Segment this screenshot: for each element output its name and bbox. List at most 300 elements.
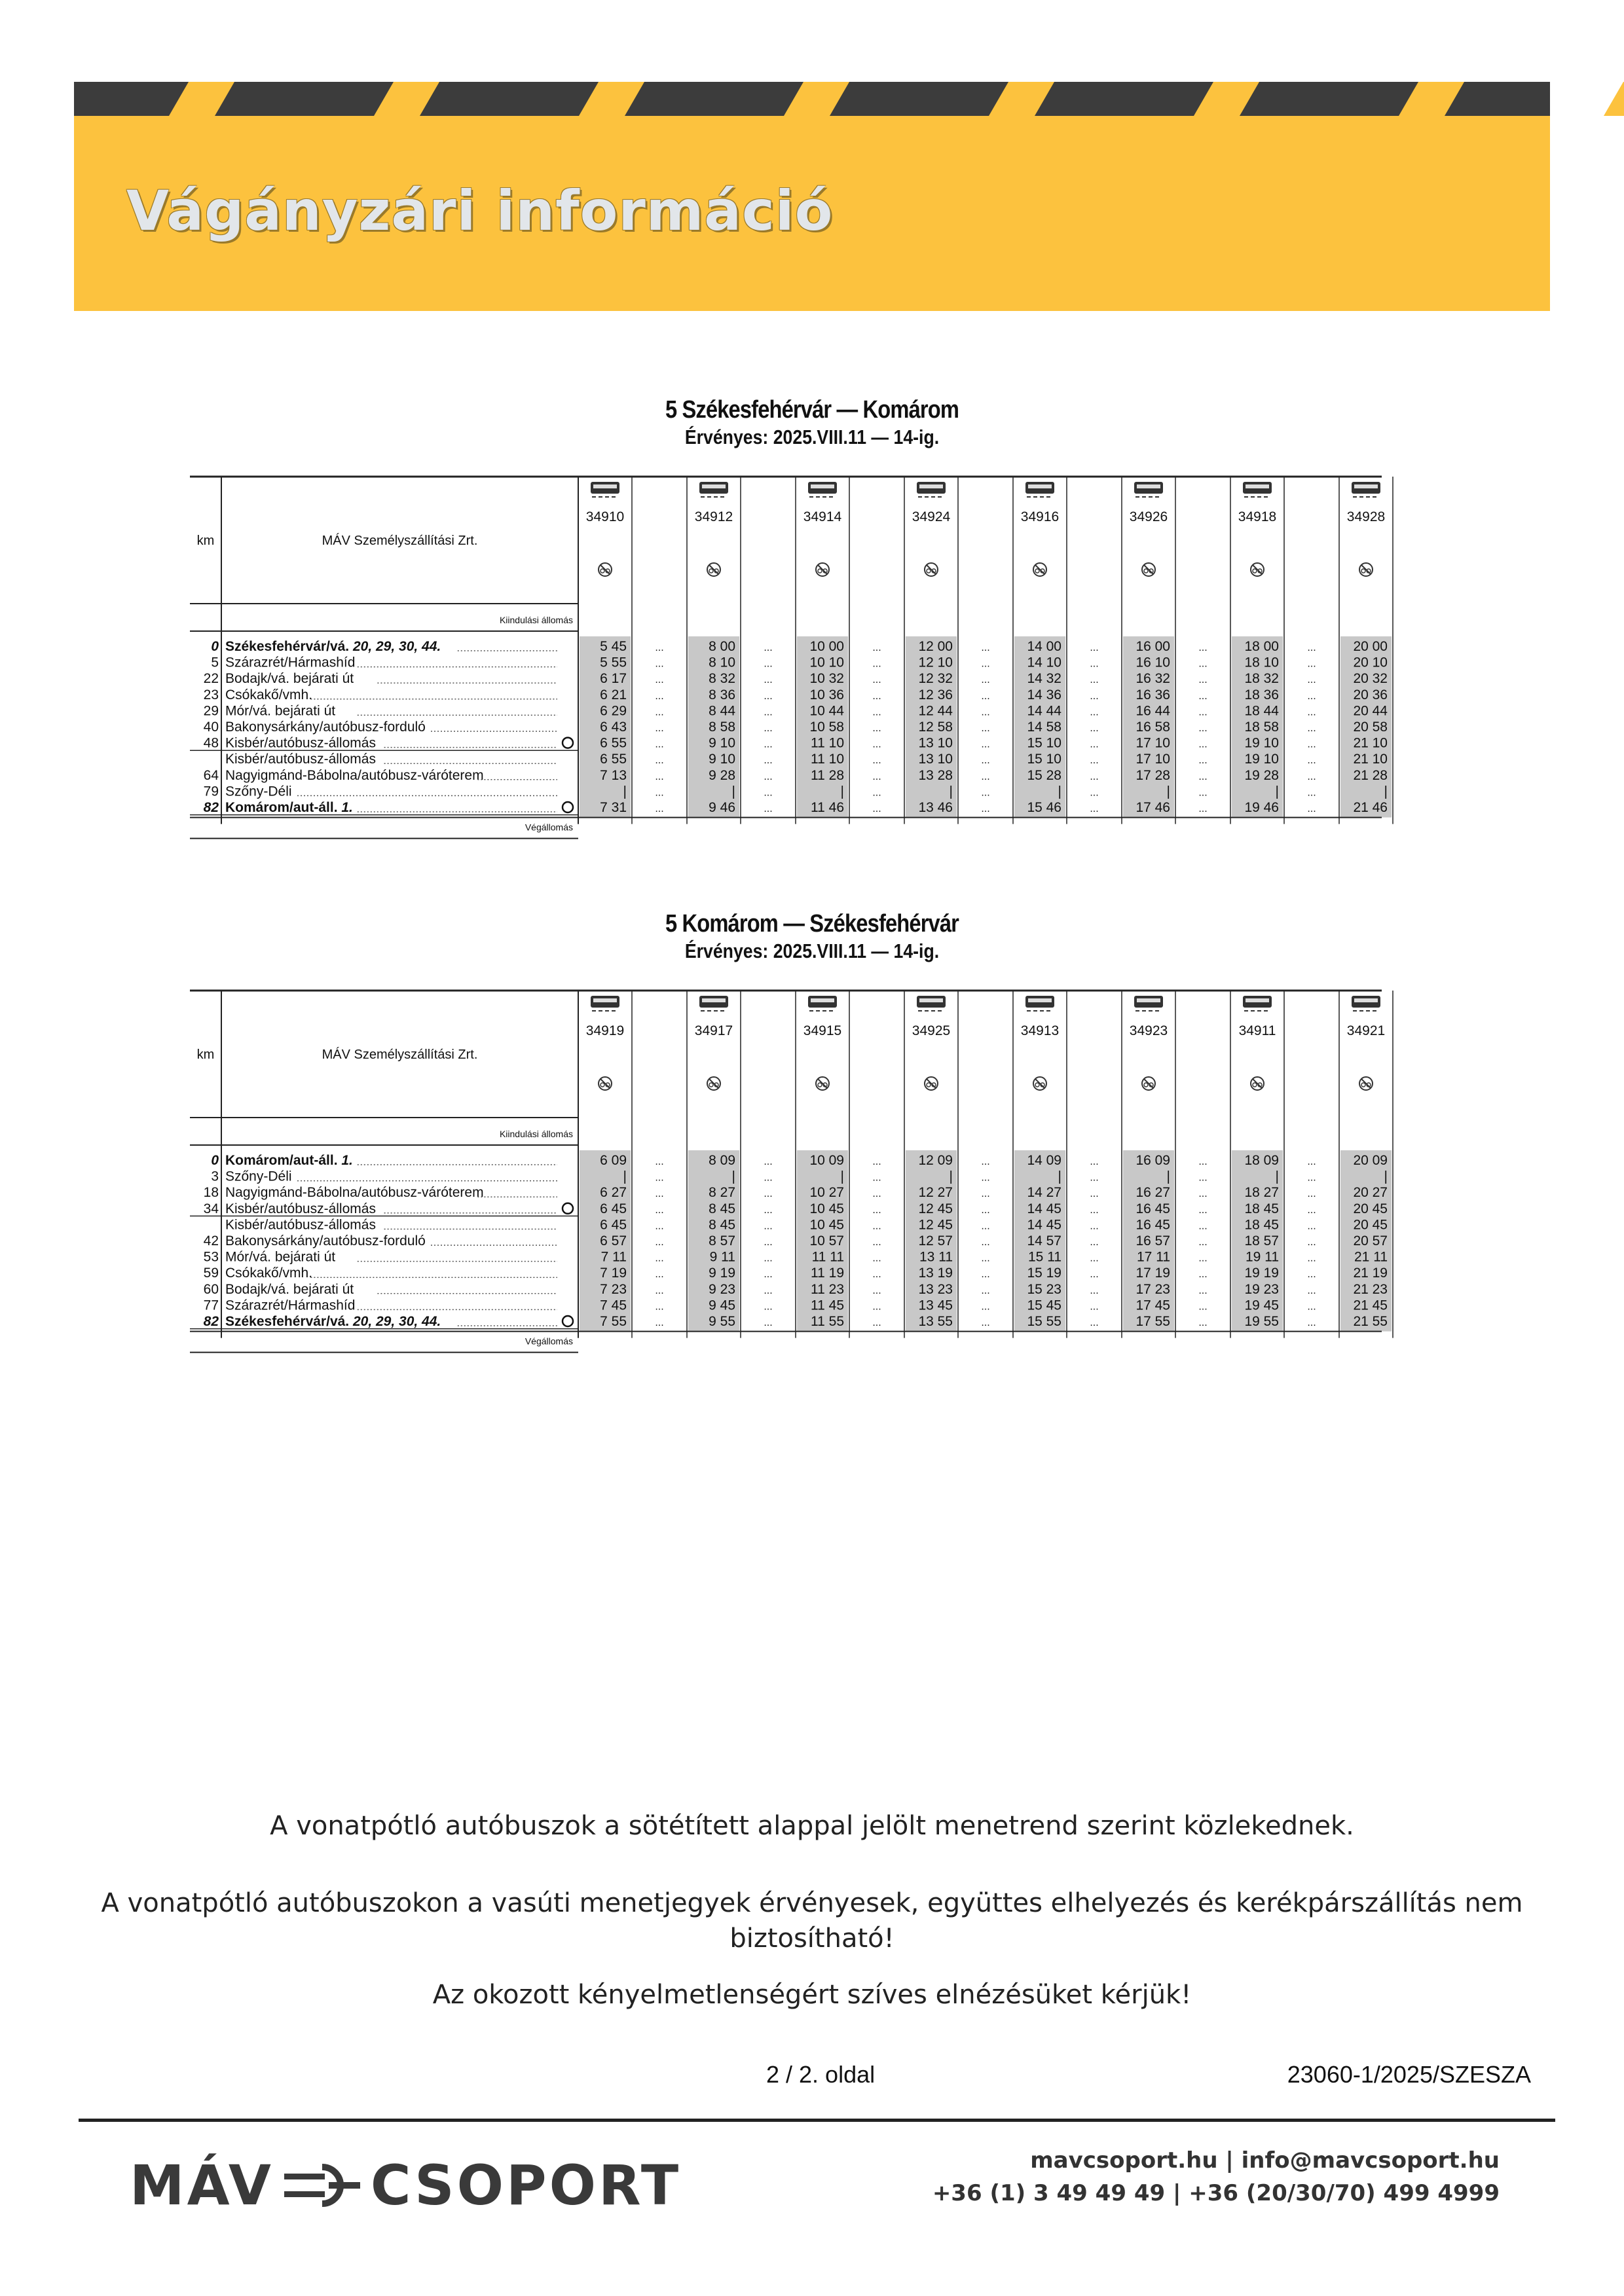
departure-time: 8 57 bbox=[709, 1233, 735, 1248]
filler-dots: ... bbox=[1090, 755, 1099, 767]
departure-time: 17 55 bbox=[1135, 1314, 1170, 1329]
filler-dots: ... bbox=[981, 723, 990, 734]
departure-time: 17 46 bbox=[1135, 800, 1170, 815]
departure-time: 20 45 bbox=[1353, 1217, 1388, 1233]
filler-dots: ... bbox=[1307, 1252, 1316, 1264]
filler-dots: ... bbox=[1090, 706, 1099, 718]
departure-time: 15 45 bbox=[1027, 1298, 1061, 1313]
filler-dots: ... bbox=[872, 771, 881, 782]
departure-time: 17 19 bbox=[1135, 1266, 1170, 1281]
departure-time: 16 27 bbox=[1135, 1185, 1170, 1201]
departure-time: 8 00 bbox=[709, 639, 735, 654]
station-name: Kisbér/autóbusz-állomás bbox=[225, 1201, 376, 1216]
departure-time: 21 23 bbox=[1353, 1281, 1388, 1297]
departure-time: 6 45 bbox=[600, 1201, 627, 1216]
departure-time: 9 28 bbox=[709, 767, 735, 783]
station-name: Csókakő/vmh. bbox=[225, 687, 313, 702]
filler-dots: ... bbox=[1307, 738, 1316, 750]
departure-time: 9 10 bbox=[709, 735, 735, 751]
departure-time: 18 32 bbox=[1244, 671, 1279, 687]
departure-time: 15 11 bbox=[1028, 1249, 1061, 1265]
timetable-2-title: 5 Komárom — Székesfehérvár bbox=[665, 910, 959, 938]
departure-time: 11 10 bbox=[811, 752, 844, 767]
station-name: Nagyigmánd-Bábolna/autóbusz-váróterem bbox=[225, 1185, 484, 1201]
departure-time: 6 29 bbox=[600, 703, 627, 719]
train-number: 34912 bbox=[694, 509, 733, 524]
filler-dots: ... bbox=[655, 803, 664, 814]
filler-dots: ... bbox=[764, 658, 773, 670]
departure-time: 19 55 bbox=[1244, 1314, 1279, 1329]
departure-time: 9 10 bbox=[709, 752, 735, 767]
departure-time: 7 19 bbox=[600, 1266, 627, 1281]
bus-icon bbox=[808, 482, 837, 497]
departure-time: 14 44 bbox=[1027, 703, 1061, 719]
filler-dots: ... bbox=[981, 1252, 990, 1264]
filler-dots: ... bbox=[764, 1156, 773, 1167]
departure-time: 6 43 bbox=[600, 720, 627, 735]
station-km: 60 bbox=[203, 1281, 219, 1297]
filler-dots: ... bbox=[764, 1301, 773, 1313]
filler-dots: ... bbox=[1307, 1285, 1316, 1296]
bus-icon bbox=[1025, 482, 1054, 497]
departure-time: | bbox=[731, 1169, 735, 1184]
filler-dots: ... bbox=[1307, 723, 1316, 734]
filler-dots: ... bbox=[764, 1252, 773, 1264]
departure-time: 13 55 bbox=[918, 1314, 953, 1329]
filler-dots: ... bbox=[1307, 1172, 1316, 1184]
filler-dots: ... bbox=[764, 706, 773, 718]
filler-dots: ... bbox=[872, 658, 881, 670]
filler-dots: ... bbox=[1307, 1204, 1316, 1216]
train-number: 34921 bbox=[1346, 1023, 1386, 1038]
station-km: 5 bbox=[211, 655, 219, 670]
filler-dots: ... bbox=[872, 1172, 881, 1184]
departure-time: 13 10 bbox=[918, 752, 953, 767]
departure-time: 21 10 bbox=[1353, 735, 1388, 751]
departure-time: 11 11 bbox=[811, 1249, 844, 1265]
filler-dots: ... bbox=[1090, 1204, 1099, 1216]
train-number: 34914 bbox=[803, 509, 842, 524]
departure-time: 20 00 bbox=[1353, 639, 1388, 654]
departure-time: 13 23 bbox=[918, 1281, 953, 1297]
station-name: Szárazrét/Hármashíd bbox=[225, 1298, 356, 1313]
filler-dots: ... bbox=[1307, 1188, 1316, 1200]
departure-time: 7 11 bbox=[600, 1249, 627, 1265]
filler-dots: ... bbox=[1198, 1188, 1208, 1200]
filler-dots: ... bbox=[1198, 1301, 1208, 1313]
filler-dots: ... bbox=[764, 1285, 773, 1296]
filler-dots: ... bbox=[1090, 1317, 1099, 1328]
filler-dots: ... bbox=[764, 1204, 773, 1216]
departure-time: 10 10 bbox=[809, 655, 844, 670]
departure-time: 9 46 bbox=[709, 800, 735, 815]
filler-dots: ... bbox=[764, 690, 773, 702]
timetable-1-title: 5 Székesfehérvár — Komárom bbox=[665, 396, 959, 424]
departure-time: 21 46 bbox=[1353, 800, 1388, 815]
departure-time: 12 00 bbox=[918, 639, 953, 654]
logo-left-word: MÁV bbox=[130, 2153, 274, 2217]
station-name: Kisbér/autóbusz-állomás bbox=[225, 735, 376, 751]
departure-time: 15 28 bbox=[1027, 767, 1061, 783]
filler-dots: ... bbox=[1198, 658, 1208, 670]
filler-dots: ... bbox=[655, 1237, 664, 1248]
departure-time: 10 45 bbox=[809, 1201, 844, 1216]
arrival-label: Végállomás bbox=[525, 1336, 573, 1347]
bus-icon bbox=[917, 482, 946, 497]
filler-dots: ... bbox=[1307, 787, 1316, 799]
filler-dots: ... bbox=[1198, 1220, 1208, 1232]
operator-header: MÁV Személyszállítási Zrt. bbox=[322, 1048, 478, 1062]
filler-dots: ... bbox=[872, 1285, 881, 1296]
train-number: 34919 bbox=[585, 1023, 625, 1038]
departure-time: 14 45 bbox=[1027, 1201, 1061, 1216]
no-bicycle-icon bbox=[1033, 563, 1046, 576]
filler-dots: ... bbox=[764, 674, 773, 686]
filler-dots: ... bbox=[872, 1204, 881, 1216]
filler-dots: ... bbox=[872, 723, 881, 734]
train-number: 34917 bbox=[694, 1023, 733, 1038]
mav-csoport-logo bbox=[130, 2146, 681, 2225]
filler-dots: ... bbox=[872, 755, 881, 767]
departure-time: 8 58 bbox=[709, 720, 735, 735]
station-name: Bodajk/vá. bejárati út bbox=[225, 1281, 354, 1297]
departure-time: 16 00 bbox=[1135, 639, 1170, 654]
notice-dark-background: A vonatpótló autóbuszok a sötétített alappal jelölt menetrend szerint közlekednek. bbox=[270, 1811, 1354, 1841]
departure-time: 8 36 bbox=[709, 687, 735, 702]
banner bbox=[74, 82, 1550, 311]
departure-time: 10 00 bbox=[809, 639, 844, 654]
filler-dots: ... bbox=[655, 642, 664, 653]
timetable-2 bbox=[190, 985, 1388, 1372]
filler-dots: ... bbox=[981, 1317, 990, 1328]
departure-time: 10 36 bbox=[809, 687, 844, 702]
departure-time: 17 10 bbox=[1135, 752, 1170, 767]
departure-time: 12 36 bbox=[918, 687, 953, 702]
departure-time: 7 45 bbox=[600, 1298, 627, 1313]
filler-dots: ... bbox=[1198, 1269, 1208, 1281]
departure-time: 16 58 bbox=[1135, 720, 1170, 735]
filler-dots: ... bbox=[1090, 771, 1099, 782]
departure-time: 11 45 bbox=[811, 1298, 844, 1313]
filler-dots: ... bbox=[655, 1156, 664, 1167]
departure-time: 6 09 bbox=[600, 1153, 627, 1168]
filler-dots: ... bbox=[764, 1172, 773, 1184]
departure-label: Kiindulási állomás bbox=[499, 1129, 573, 1139]
departure-time: 18 09 bbox=[1244, 1153, 1279, 1168]
departure-time: 16 44 bbox=[1135, 703, 1170, 719]
filler-dots: ... bbox=[655, 1204, 664, 1216]
bus-icon bbox=[1352, 482, 1380, 497]
filler-dots: ... bbox=[1307, 706, 1316, 718]
departure-time: 20 57 bbox=[1353, 1233, 1388, 1248]
no-bicycle-icon bbox=[1359, 563, 1373, 576]
filler-dots: ... bbox=[872, 1237, 881, 1248]
filler-dots: ... bbox=[981, 1220, 990, 1232]
filler-dots: ... bbox=[872, 1317, 881, 1328]
filler-dots: ... bbox=[655, 1188, 664, 1200]
km-header: km bbox=[196, 1048, 215, 1062]
filler-dots: ... bbox=[981, 706, 990, 718]
filler-dots: ... bbox=[655, 1317, 664, 1328]
bus-icon bbox=[1243, 996, 1272, 1011]
km-header: km bbox=[196, 534, 215, 548]
filler-dots: ... bbox=[1307, 1301, 1316, 1313]
departure-time: 14 32 bbox=[1027, 671, 1061, 687]
departure-time: 14 00 bbox=[1027, 639, 1061, 654]
departure-time: 15 10 bbox=[1027, 752, 1061, 767]
filler-dots: ... bbox=[872, 803, 881, 814]
station-name: Csókakő/vmh. bbox=[225, 1266, 313, 1281]
no-bicycle-icon bbox=[816, 563, 829, 576]
departure-time: | bbox=[731, 784, 735, 799]
departure-time: 19 23 bbox=[1244, 1281, 1279, 1297]
no-bicycle-icon bbox=[925, 563, 938, 576]
departure-time: | bbox=[949, 784, 953, 799]
departure-time: 14 45 bbox=[1027, 1217, 1061, 1233]
train-number: 34911 bbox=[1238, 1023, 1276, 1038]
station-name: Kisbér/autóbusz-állomás bbox=[225, 752, 376, 767]
station-km: 0 bbox=[211, 1153, 219, 1168]
departure-time: 15 19 bbox=[1027, 1266, 1061, 1281]
filler-dots: ... bbox=[655, 1285, 664, 1296]
filler-dots: ... bbox=[981, 755, 990, 767]
filler-dots: ... bbox=[655, 706, 664, 718]
departure-time: 20 44 bbox=[1353, 703, 1388, 719]
filler-dots: ... bbox=[655, 690, 664, 702]
departure-time: 12 10 bbox=[918, 655, 953, 670]
filler-dots: ... bbox=[872, 1252, 881, 1264]
departure-time: 20 27 bbox=[1353, 1185, 1388, 1201]
station-name: Székesfehérvár/vá. 20, 29, 30, 44. bbox=[225, 639, 441, 654]
logo-right-word: CSOPORT bbox=[370, 2153, 682, 2217]
station-name: Bakonysárkány/autóbusz-forduló bbox=[225, 720, 426, 735]
departure-time: 13 10 bbox=[918, 735, 953, 751]
filler-dots: ... bbox=[1198, 690, 1208, 702]
filler-dots: ... bbox=[1198, 803, 1208, 814]
departure-time: 9 19 bbox=[709, 1266, 735, 1281]
departure-time: 15 55 bbox=[1027, 1314, 1061, 1329]
station-name: Komárom/aut-áll. 1. bbox=[225, 800, 353, 815]
departure-label: Kiindulási állomás bbox=[499, 615, 573, 625]
filler-dots: ... bbox=[981, 1301, 990, 1313]
filler-dots: ... bbox=[1198, 1237, 1208, 1248]
departure-time: 6 17 bbox=[600, 671, 627, 687]
departure-time: 8 27 bbox=[709, 1185, 735, 1201]
filler-dots: ... bbox=[655, 738, 664, 750]
station-km: 23 bbox=[203, 687, 219, 702]
departure-time: 7 13 bbox=[600, 767, 627, 783]
timetable-2-header bbox=[0, 910, 1624, 963]
filler-dots: ... bbox=[1090, 658, 1099, 670]
departure-time: 6 55 bbox=[600, 735, 627, 751]
departure-time: 20 32 bbox=[1353, 671, 1388, 687]
notice-tickets: A vonatpótló autóbuszokon a vasúti menetjegyek érvényesek, együttes elhelyezés és kerékpárszállítás nem biztosítható! bbox=[101, 1888, 1523, 1954]
filler-dots: ... bbox=[1090, 803, 1099, 814]
bus-icon bbox=[917, 996, 946, 1011]
departure-time: 20 10 bbox=[1353, 655, 1388, 670]
departure-time: 9 55 bbox=[709, 1314, 735, 1329]
station-km: 42 bbox=[203, 1233, 219, 1248]
bus-icon bbox=[699, 996, 728, 1011]
station-km: 40 bbox=[203, 720, 219, 735]
departure-time: 12 32 bbox=[918, 671, 953, 687]
departure-time: 9 45 bbox=[709, 1298, 735, 1313]
filler-dots: ... bbox=[981, 1204, 990, 1216]
filler-dots: ... bbox=[1198, 1172, 1208, 1184]
filler-dots: ... bbox=[655, 674, 664, 686]
departure-time: 16 57 bbox=[1135, 1233, 1170, 1248]
departure-time: 19 10 bbox=[1244, 752, 1279, 767]
departure-time: 11 23 bbox=[811, 1281, 844, 1297]
station-km: 82 bbox=[203, 800, 219, 815]
departure-time: 20 45 bbox=[1353, 1201, 1388, 1216]
station-km: 0 bbox=[211, 639, 219, 654]
departure-time: | bbox=[1384, 1169, 1388, 1184]
train-number: 34918 bbox=[1238, 509, 1277, 524]
station-km: 82 bbox=[203, 1314, 219, 1329]
departure-time: 10 58 bbox=[809, 720, 844, 735]
departure-time: 15 23 bbox=[1027, 1281, 1061, 1297]
departure-time: 14 58 bbox=[1027, 720, 1061, 735]
timetable-2-validity: Érvényes: 2025.VIII.11 — 14-ig. bbox=[684, 939, 940, 962]
filler-dots: ... bbox=[1307, 674, 1316, 686]
filler-dots: ... bbox=[872, 690, 881, 702]
departure-time: 15 46 bbox=[1027, 800, 1061, 815]
filler-dots: ... bbox=[1307, 1156, 1316, 1167]
station-km: 29 bbox=[203, 703, 219, 719]
departure-time: 19 10 bbox=[1244, 735, 1279, 751]
departure-time: 8 44 bbox=[709, 703, 735, 719]
departure-time: 11 55 bbox=[811, 1314, 844, 1329]
filler-dots: ... bbox=[1090, 1156, 1099, 1167]
departure-time: 14 36 bbox=[1027, 687, 1061, 702]
departure-time: 18 44 bbox=[1244, 703, 1279, 719]
station-name: Székesfehérvár/vá. 20, 29, 30, 44. bbox=[225, 1314, 441, 1329]
departure-time: 20 09 bbox=[1353, 1153, 1388, 1168]
filler-dots: ... bbox=[1090, 723, 1099, 734]
station-name: Komárom/aut-áll. 1. bbox=[225, 1153, 353, 1168]
station-km: 59 bbox=[203, 1266, 219, 1281]
departure-time: 19 28 bbox=[1244, 767, 1279, 783]
filler-dots: ... bbox=[1090, 690, 1099, 702]
station-km: 79 bbox=[203, 784, 219, 799]
station-km: 48 bbox=[203, 735, 219, 751]
transfer-circle-icon bbox=[563, 1203, 573, 1214]
filler-dots: ... bbox=[1198, 738, 1208, 750]
departure-time: 13 46 bbox=[918, 800, 953, 815]
filler-dots: ... bbox=[764, 803, 773, 814]
filler-dots: ... bbox=[764, 1188, 773, 1200]
filler-dots: ... bbox=[1090, 1188, 1099, 1200]
filler-dots: ... bbox=[872, 1220, 881, 1232]
departure-time: 14 09 bbox=[1027, 1153, 1061, 1168]
filler-dots: ... bbox=[1198, 674, 1208, 686]
no-bicycle-icon bbox=[599, 1077, 612, 1090]
filler-dots: ... bbox=[1090, 1237, 1099, 1248]
departure-time: 18 58 bbox=[1244, 720, 1279, 735]
departure-time: 17 11 bbox=[1137, 1249, 1170, 1265]
departure-time: 21 19 bbox=[1353, 1266, 1388, 1281]
no-bicycle-icon bbox=[1251, 563, 1264, 576]
filler-dots: ... bbox=[655, 755, 664, 767]
notice-apology: Az okozott kényelmetlenségért szíves elnézésüket kérjük! bbox=[432, 1980, 1192, 2010]
filler-dots: ... bbox=[764, 1237, 773, 1248]
departure-time: 20 36 bbox=[1353, 687, 1388, 702]
filler-dots: ... bbox=[764, 723, 773, 734]
departure-time: 18 45 bbox=[1244, 1201, 1279, 1216]
no-bicycle-icon bbox=[1142, 563, 1155, 576]
departure-time: 16 09 bbox=[1135, 1153, 1170, 1168]
station-km: 64 bbox=[203, 767, 219, 783]
filler-dots: ... bbox=[1090, 1172, 1099, 1184]
departure-time: 12 57 bbox=[918, 1233, 953, 1248]
departure-time: | bbox=[1384, 784, 1388, 799]
filler-dots: ... bbox=[1198, 771, 1208, 782]
station-km: 53 bbox=[203, 1249, 219, 1265]
station-km: 22 bbox=[203, 671, 219, 687]
contact-phone: +36 (1) 3 49 49 49 | +36 (20/30/70) 499 4999 bbox=[932, 2180, 1500, 2206]
filler-dots: ... bbox=[981, 1188, 990, 1200]
filler-dots: ... bbox=[1307, 658, 1316, 670]
departure-time: 21 45 bbox=[1353, 1298, 1388, 1313]
filler-dots: ... bbox=[1198, 1156, 1208, 1167]
filler-dots: ... bbox=[1090, 1252, 1099, 1264]
departure-time: 12 58 bbox=[918, 720, 953, 735]
departure-time: 7 31 bbox=[600, 800, 627, 815]
no-bicycle-icon bbox=[707, 563, 720, 576]
departure-time: 8 45 bbox=[709, 1217, 735, 1233]
no-bicycle-icon bbox=[599, 563, 612, 576]
departure-time: 6 57 bbox=[600, 1233, 627, 1248]
filler-dots: ... bbox=[764, 787, 773, 799]
departure-time: 21 28 bbox=[1353, 767, 1388, 783]
filler-dots: ... bbox=[655, 1301, 664, 1313]
departure-time: 9 23 bbox=[709, 1281, 735, 1297]
filler-dots: ... bbox=[1307, 1237, 1316, 1248]
departure-time: 18 36 bbox=[1244, 687, 1279, 702]
filler-dots: ... bbox=[1198, 723, 1208, 734]
page-number: 2 / 2. oldal bbox=[766, 2061, 876, 2088]
filler-dots: ... bbox=[655, 1252, 664, 1264]
station-name: Szőny-Déli bbox=[225, 1169, 292, 1184]
train-number: 34915 bbox=[803, 1023, 842, 1038]
departure-time: 19 46 bbox=[1244, 800, 1279, 815]
departure-time: 16 36 bbox=[1135, 687, 1170, 702]
departure-time: 17 10 bbox=[1135, 735, 1170, 751]
departure-time: 18 00 bbox=[1244, 639, 1279, 654]
departure-time: 12 09 bbox=[918, 1153, 953, 1168]
no-bicycle-icon bbox=[1251, 1077, 1264, 1090]
filler-dots: ... bbox=[981, 690, 990, 702]
transfer-circle-icon bbox=[563, 1316, 573, 1326]
filler-dots: ... bbox=[1307, 1269, 1316, 1281]
document-reference: 23060-1/2025/SZESZA bbox=[1287, 2061, 1531, 2088]
departure-time: 13 11 bbox=[919, 1249, 953, 1265]
train-number: 34925 bbox=[912, 1023, 951, 1038]
filler-dots: ... bbox=[872, 738, 881, 750]
departure-time: 17 45 bbox=[1135, 1298, 1170, 1313]
bus-icon bbox=[591, 996, 619, 1011]
no-bicycle-icon bbox=[1033, 1077, 1046, 1090]
arrival-label: Végállomás bbox=[525, 822, 573, 833]
departure-time: 17 28 bbox=[1135, 767, 1170, 783]
filler-dots: ... bbox=[981, 642, 990, 653]
departure-time: | bbox=[1166, 1169, 1170, 1184]
filler-dots: ... bbox=[872, 1269, 881, 1281]
bus-icon bbox=[699, 482, 728, 497]
bus-icon bbox=[591, 482, 619, 497]
filler-dots: ... bbox=[1198, 642, 1208, 653]
